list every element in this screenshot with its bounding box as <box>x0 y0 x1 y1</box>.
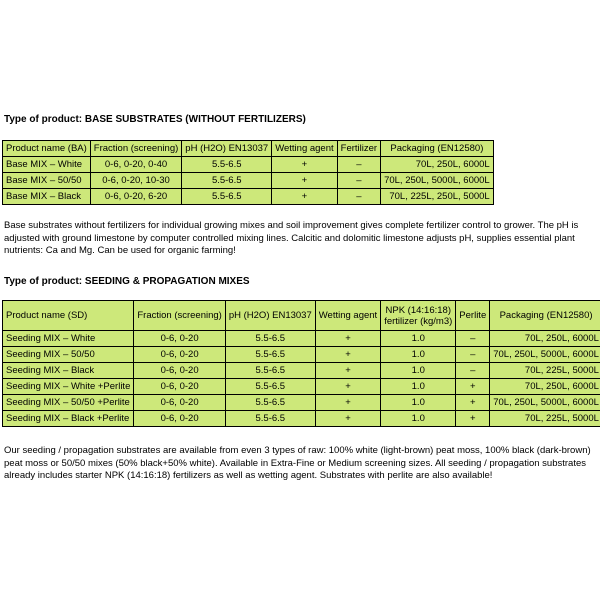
product-name-cell: Seeding MIX – White +Perlite <box>3 379 134 395</box>
table-header-row <box>3 141 494 157</box>
perlite-cell: – <box>456 331 490 347</box>
wetting-agent-cell: + <box>315 363 380 379</box>
product-name-cell: Base MIX – 50/50 <box>3 173 91 189</box>
fraction-cell: 0-6, 0-20 <box>134 363 225 379</box>
table-row <box>3 347 600 363</box>
packaging-cell: 70L, 250L, 5000L, 6000L <box>381 173 494 189</box>
column-header: NPK (14:16:18) <box>385 304 451 316</box>
wetting-agent-cell: + <box>315 395 380 411</box>
table-row <box>3 331 600 347</box>
fraction-cell: 0-6, 0-20 <box>134 395 225 411</box>
table-row <box>3 379 600 395</box>
table-row <box>3 189 494 205</box>
packaging-cell: 70L, 250L, 6000L <box>381 157 494 173</box>
fertilizer-cell: – <box>337 189 380 205</box>
fraction-cell: 0-6, 0-20, 10-30 <box>90 173 181 189</box>
seeding-mixes-table <box>2 300 600 427</box>
column-header: Packaging (EN12580) <box>490 301 600 331</box>
column-header: pH (H2O) EN13037 <box>225 301 315 331</box>
perlite-cell: + <box>456 411 490 427</box>
seeding-section-title: Type of product: SEEDING & PROPAGATION MIXES <box>4 276 250 287</box>
column-header: Wetting agent <box>315 301 380 331</box>
ph-cell: 5.5-6.5 <box>182 157 272 173</box>
fertilizer-cell: – <box>337 157 380 173</box>
npk-cell: 1.0 <box>381 347 456 363</box>
fertilizer-cell: – <box>337 173 380 189</box>
column-header: Wetting agent <box>272 141 337 157</box>
column-header: fertilizer (kg/m3) <box>384 315 453 327</box>
product-name-cell: Seeding MIX – Black +Perlite <box>3 411 134 427</box>
column-header: Product name (SD) <box>3 301 134 331</box>
ph-cell: 5.5-6.5 <box>182 189 272 205</box>
table-row <box>3 173 494 189</box>
column-header: Fraction (screening) <box>134 301 225 331</box>
wetting-agent-cell: + <box>272 173 337 189</box>
base-substrates-description: Base substrates without fertilizers for individual growing mixes and soil improvement gives complete fertilizer control to grower. The pH is adjusted with ground limestone by computer controlled mixing lines. Calcitic and dolomitic limestone adjusts pH, supplies essential plant nutrients: Ca and Mg. Can be used for organic farming! <box>4 220 579 257</box>
npk-fertilizer-header <box>381 301 456 331</box>
packaging-cell: 70L, 250L, 5000L, 6000L <box>490 395 600 411</box>
ph-cell: 5.5-6.5 <box>225 379 315 395</box>
product-name-cell: Seeding MIX – 50/50 <box>3 347 134 363</box>
product-name-cell: Base MIX – White <box>3 157 91 173</box>
wetting-agent-cell: + <box>272 189 337 205</box>
packaging-cell: 70L, 250L, 6000L <box>490 331 600 347</box>
ph-cell: 5.5-6.5 <box>225 331 315 347</box>
wetting-agent-cell: + <box>315 411 380 427</box>
perlite-cell: – <box>456 347 490 363</box>
table-row <box>3 395 600 411</box>
fraction-cell: 0-6, 0-20 <box>134 347 225 363</box>
table-header-row <box>3 301 600 331</box>
table-row <box>3 157 494 173</box>
wetting-agent-cell: + <box>315 379 380 395</box>
perlite-cell: + <box>456 379 490 395</box>
table-row <box>3 363 600 379</box>
base-substrates-table <box>2 140 494 205</box>
perlite-cell: – <box>456 363 490 379</box>
npk-cell: 1.0 <box>381 395 456 411</box>
ph-cell: 5.5-6.5 <box>182 173 272 189</box>
wetting-agent-cell: + <box>272 157 337 173</box>
column-header: Product name (BA) <box>3 141 91 157</box>
packaging-cell: 70L, 225L, 5000L <box>490 363 600 379</box>
fraction-cell: 0-6, 0-20 <box>134 331 225 347</box>
product-name-cell: Seeding MIX – Black <box>3 363 134 379</box>
packaging-cell: 70L, 250L, 6000L <box>490 379 600 395</box>
column-header: pH (H2O) EN13037 <box>182 141 272 157</box>
packaging-cell: 70L, 225L, 5000L <box>490 411 600 427</box>
table-row <box>3 411 600 427</box>
packaging-cell: 70L, 225L, 250L, 5000L <box>381 189 494 205</box>
fraction-cell: 0-6, 0-20, 6-20 <box>90 189 181 205</box>
ph-cell: 5.5-6.5 <box>225 395 315 411</box>
product-name-cell: Base MIX – Black <box>3 189 91 205</box>
wetting-agent-cell: + <box>315 331 380 347</box>
fraction-cell: 0-6, 0-20, 0-40 <box>90 157 181 173</box>
column-header: Fertilizer <box>337 141 380 157</box>
base-section-title: Type of product: BASE SUBSTRATES (WITHOUT FERTILIZERS) <box>4 114 306 125</box>
column-header: Fraction (screening) <box>90 141 181 157</box>
fraction-cell: 0-6, 0-20 <box>134 379 225 395</box>
npk-cell: 1.0 <box>381 331 456 347</box>
packaging-cell: 70L, 250L, 5000L, 6000L <box>490 347 600 363</box>
npk-cell: 1.0 <box>381 363 456 379</box>
ph-cell: 5.5-6.5 <box>225 347 315 363</box>
seeding-mixes-description: Our seeding / propagation substrates are available from even 3 types of raw: 100% white (light-brown) peat moss, 100% black (dark-brown) peat moss or 50/50 mixes (50% black+50% white). Available in Extra-Fine or Medium screening sizes. All seeding / propagation substrates already includes starter NPK (14:16:18) fertilizers as well as wetting agent. Substrates with perlite are also available! <box>4 445 591 482</box>
column-header: Perlite <box>456 301 490 331</box>
column-header: Packaging (EN12580) <box>381 141 494 157</box>
npk-cell: 1.0 <box>381 411 456 427</box>
wetting-agent-cell: + <box>315 347 380 363</box>
product-name-cell: Seeding MIX – White <box>3 331 134 347</box>
perlite-cell: + <box>456 395 490 411</box>
fraction-cell: 0-6, 0-20 <box>134 411 225 427</box>
npk-cell: 1.0 <box>381 379 456 395</box>
product-name-cell: Seeding MIX – 50/50 +Perlite <box>3 395 134 411</box>
ph-cell: 5.5-6.5 <box>225 363 315 379</box>
ph-cell: 5.5-6.5 <box>225 411 315 427</box>
